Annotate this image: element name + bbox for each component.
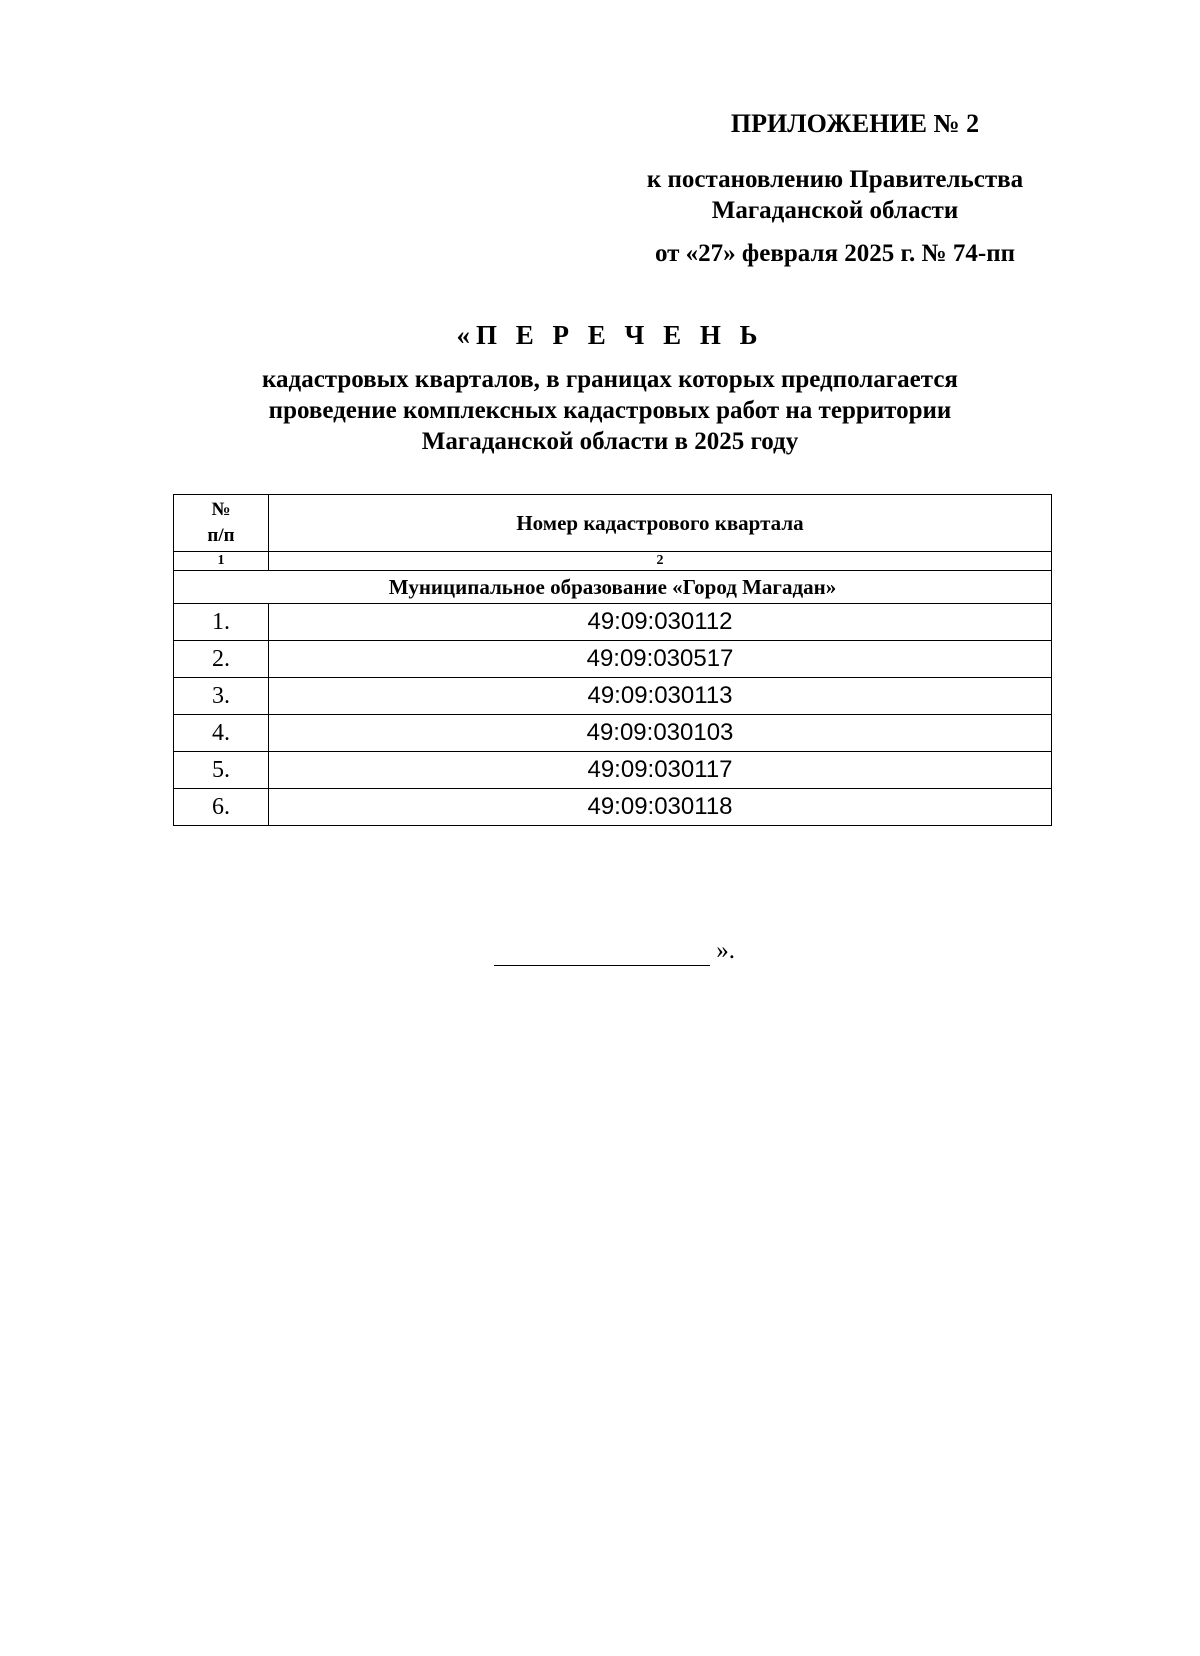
cadastral-quarter-number: 49:09:030118 [269, 789, 1052, 826]
cadastral-quarters-table [173, 494, 1052, 826]
subtitle-line-2: проведение комплексных кадастровых работ на территории [268, 397, 952, 424]
appendix-reference-line-1: к постановлению Правительства [646, 166, 1024, 193]
document-title: «П Е Р Е Ч Е Н Ь [456, 320, 764, 350]
closing-mark [494, 936, 735, 966]
table-row [174, 604, 1052, 641]
cadastral-quarter-number: 49:09:030117 [269, 752, 1052, 789]
appendix-reference-line-2: Магаданской области [711, 197, 959, 224]
subtitle-line-3: Магаданской области в 2025 году [421, 428, 799, 455]
table-row [174, 641, 1052, 678]
row-number: 4. [174, 715, 269, 752]
subtitle-line-1: кадастровых кварталов, в границах которых предполагается [262, 366, 958, 393]
row-number: 6. [174, 789, 269, 826]
table-row [174, 789, 1052, 826]
appendix-date: от «27» февраля 2025 г. № 74-пп [654, 240, 1016, 267]
table-row [174, 678, 1052, 715]
closing-underline [494, 941, 710, 966]
row-number: 1. [174, 604, 269, 641]
table-header-row [174, 495, 1052, 552]
table-row [174, 715, 1052, 752]
row-number: 3. [174, 678, 269, 715]
closing-quote: ». [716, 937, 735, 964]
header-number-abbrev: п/п [207, 525, 235, 546]
cadastral-quarter-number: 49:09:030103 [269, 715, 1052, 752]
column-index-1: 1 [174, 552, 269, 571]
section-row [174, 571, 1052, 604]
header-number-cell [174, 495, 269, 552]
document-subtitle [170, 364, 1050, 457]
row-number: 5. [174, 752, 269, 789]
column-index-2: 2 [269, 552, 1052, 571]
cadastral-quarter-number: 49:09:030517 [269, 641, 1052, 678]
table-row [174, 752, 1052, 789]
cadastral-quarter-number: 49:09:030113 [269, 678, 1052, 715]
header-number-symbol: № [211, 499, 231, 520]
column-index-row [174, 552, 1052, 571]
cadastral-quarter-number: 49:09:030112 [269, 604, 1052, 641]
appendix-reference [600, 164, 1070, 226]
header-quarter-number-cell: Номер кадастрового квартала [269, 495, 1052, 552]
section-title: Муниципальное образование «Город Магадан» [174, 571, 1052, 604]
appendix-block [600, 108, 1070, 269]
document-heading [170, 318, 1050, 457]
row-number: 2. [174, 641, 269, 678]
appendix-title: ПРИЛОЖЕНИЕ № 2 [730, 109, 980, 138]
